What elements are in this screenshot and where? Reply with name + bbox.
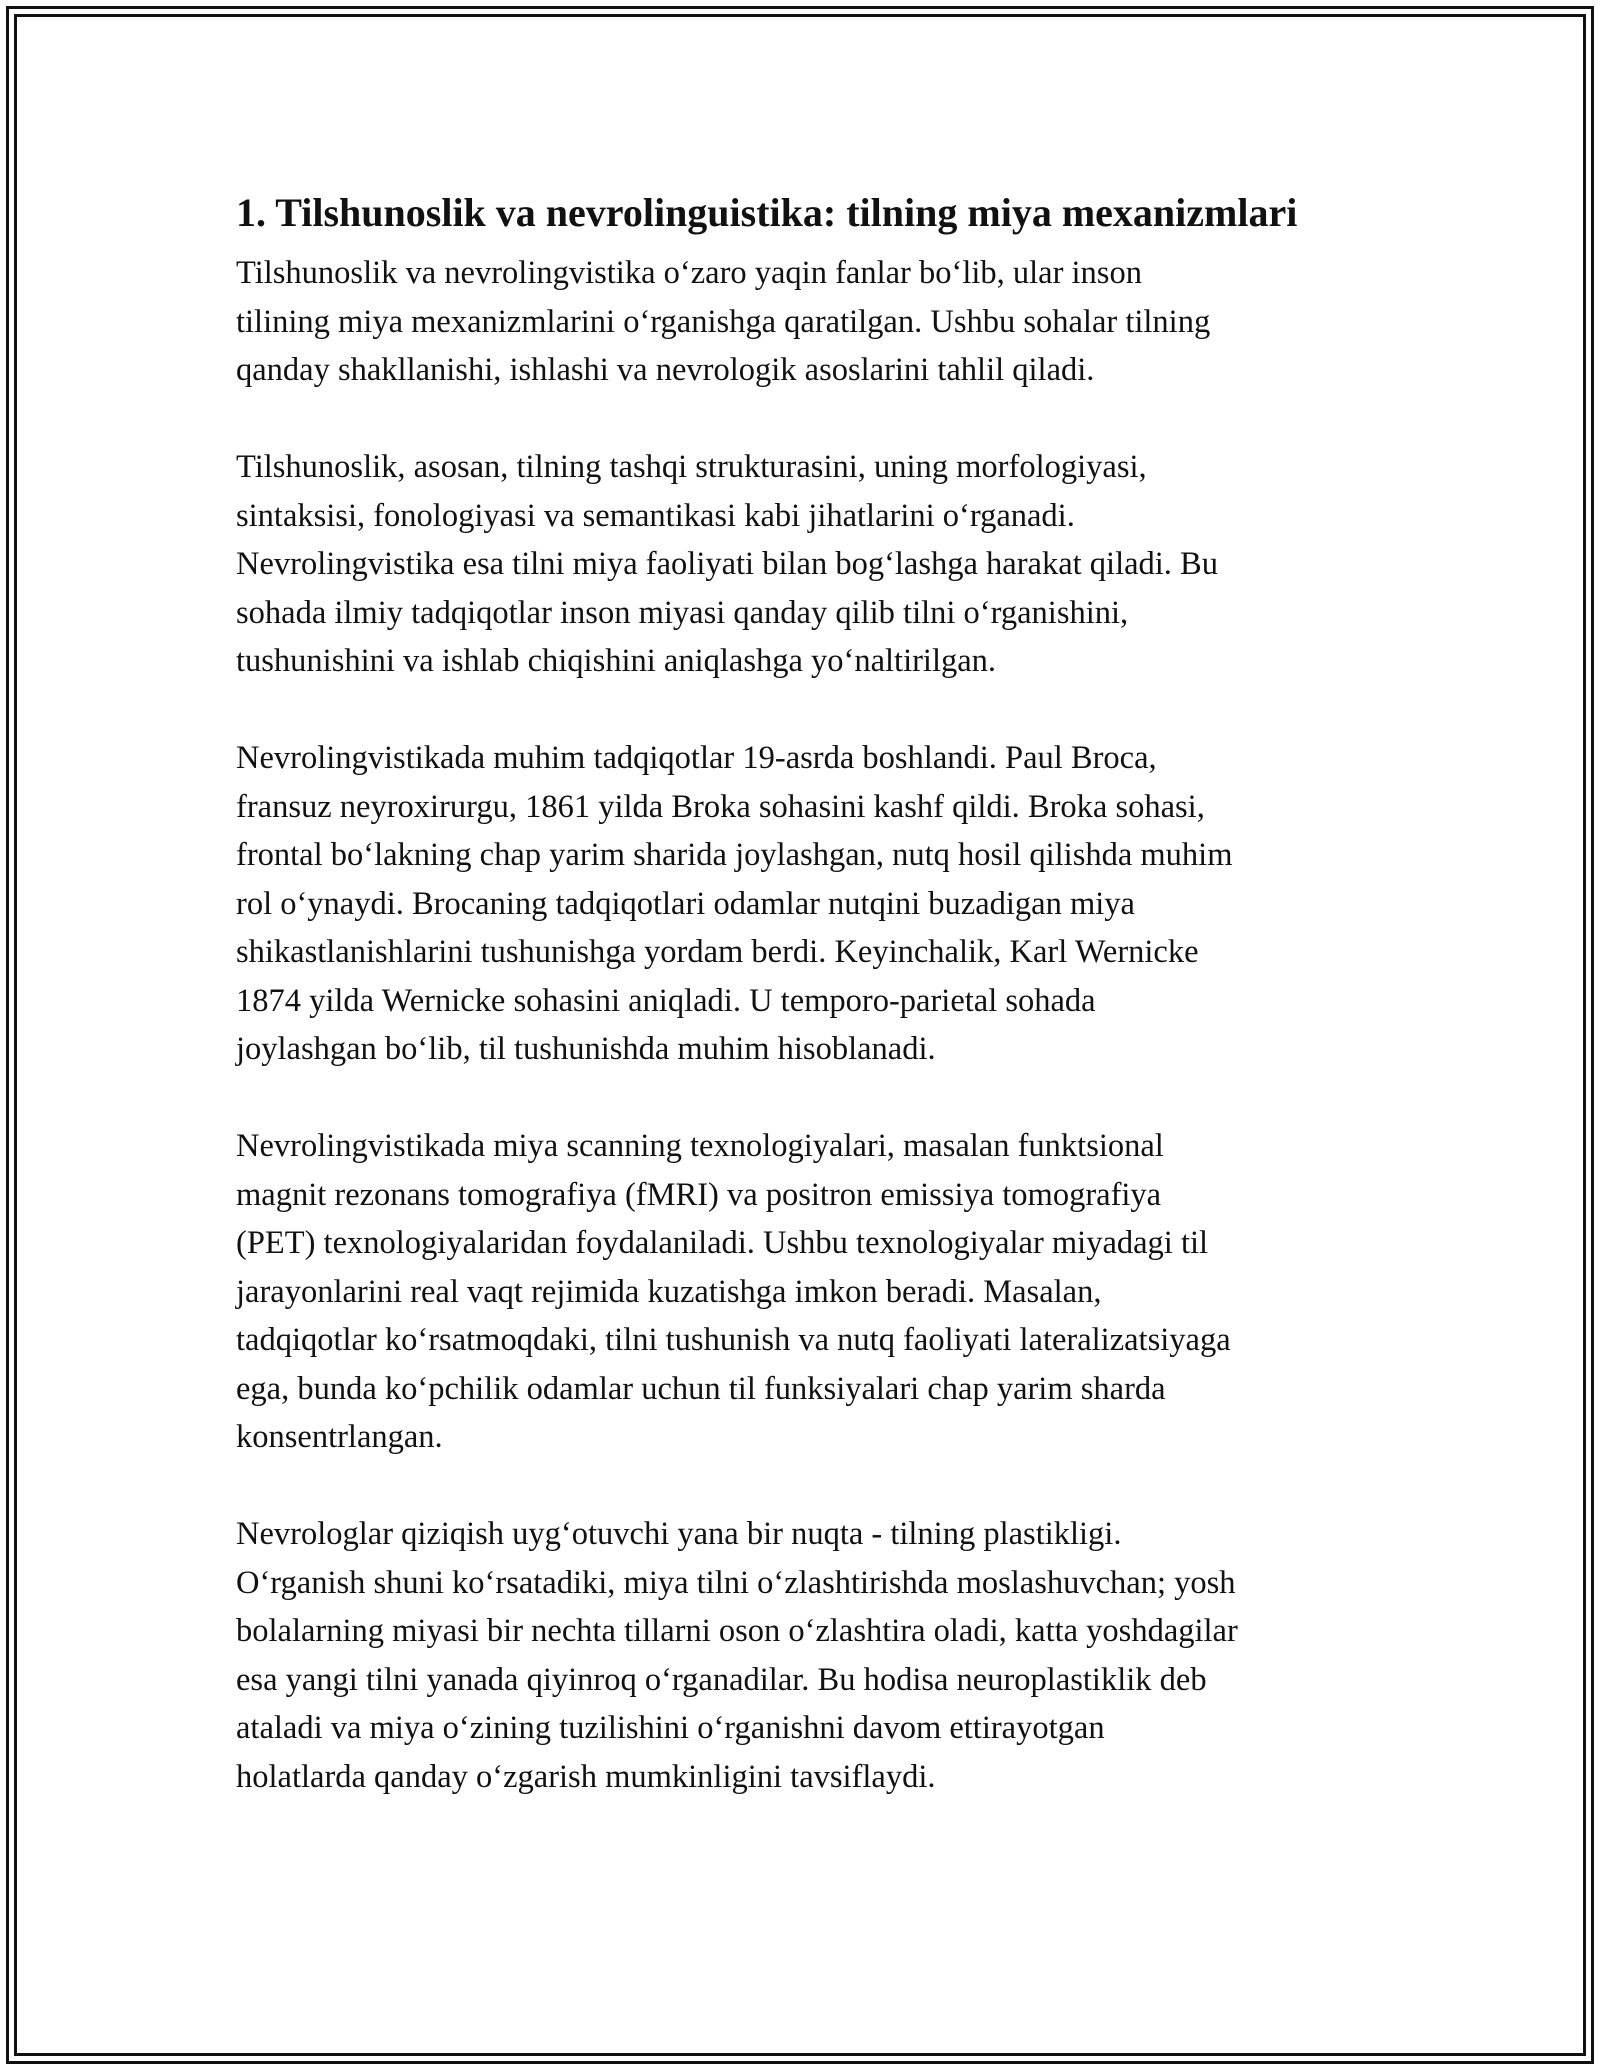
paragraph-5: Nevrologlar qiziqish uyg‘otuvchi yana bir nuqta - tilning plastikligi. O‘rganish shuni ko‘rsatadiki, miya tilni o‘zlashtirishda moslashuvchan; yosh bolalarning miyasi bir nechta tillarni oson o‘zlashtira oladi, katta yoshdagilar esa yangi tilni yanada qiyinroq o‘rganadilar. Bu hodisa neuroplastiklik deb ataladi va miya o‘zining tuzilishini o‘rganishni davom ettirayotgan holatlarda qanday o‘zgarish mumkinligini tavsiflaydi. <box>236 1516 1238 1795</box>
section-heading: 1. Tilshunoslik va nevrolinguistika: tilning miya mexanizmlari <box>236 190 1298 235</box>
paragraph-4: Nevrolingvistikada miya scanning texnologiyalari, masalan funktsional magnit rezonans tomografiya (fMRI) va positron emissiya tomografiya (PET) texnologiyalaridan foydalaniladi. Ushbu texnologiyalar miyadagi til jarayonlarini real vaqt rejimida kuzatishga imkon beradi. Masalan, tadqiqotlar ko‘rsatmoqdaki, tilni tushunish va nutq faoliyati lateralizatsiyaga ega, bunda ko‘pchilik odamlar uchun til funksiyalari chap yarim sharda konsentrlangan. <box>236 1128 1231 1455</box>
document-body <box>236 187 1378 1850</box>
paragraph-2: Tilshunoslik, asosan, tilning tashqi strukturasini, uning morfologiyasi, sintaksisi, fonologiyasi va semantikasi kabi jihatlarini o‘rganadi. Nevrolingvistika esa tilni miya faoliyati bilan bog‘lashga harakat qiladi. Bu sohada ilmiy tadqiqotlar inson miyasi qanday qilib tilni o‘rganishini, tushunishini va ishlab chiqishini aniqlashga yo‘naltirilgan. <box>236 449 1218 679</box>
paragraph-3: Nevrolingvistikada muhim tadqiqotlar 19-asrda boshlandi. Paul Broca, fransuz neyroxirurgu, 1861 yilda Broka sohasini kashf qildi. Broka sohasi, frontal bo‘lakning chap yarim sharida joylashgan, nutq hosil qilishda muhim rol o‘ynaydi. Brocaning tadqiqotlari odamlar nutqini buzadigan miya shikastlanishlarini tushunishga yordam berdi. Keyinchalik, Karl Wernicke 1874 yilda Wernicke sohasini aniqladi. U temporo-parietal sohada joylashgan bo‘lib, til tushunishda muhim hisoblanadi. <box>236 740 1233 1067</box>
paragraph-1: Tilshunoslik va nevrolingvistika o‘zaro yaqin fanlar bo‘lib, ular inson tilining miya mexanizmlarini o‘rganishga qaratilgan. Ushbu sohalar tilning qanday shakllanishi, ishlashi va nevrologik asoslarini tahlil qiladi. <box>236 255 1211 388</box>
